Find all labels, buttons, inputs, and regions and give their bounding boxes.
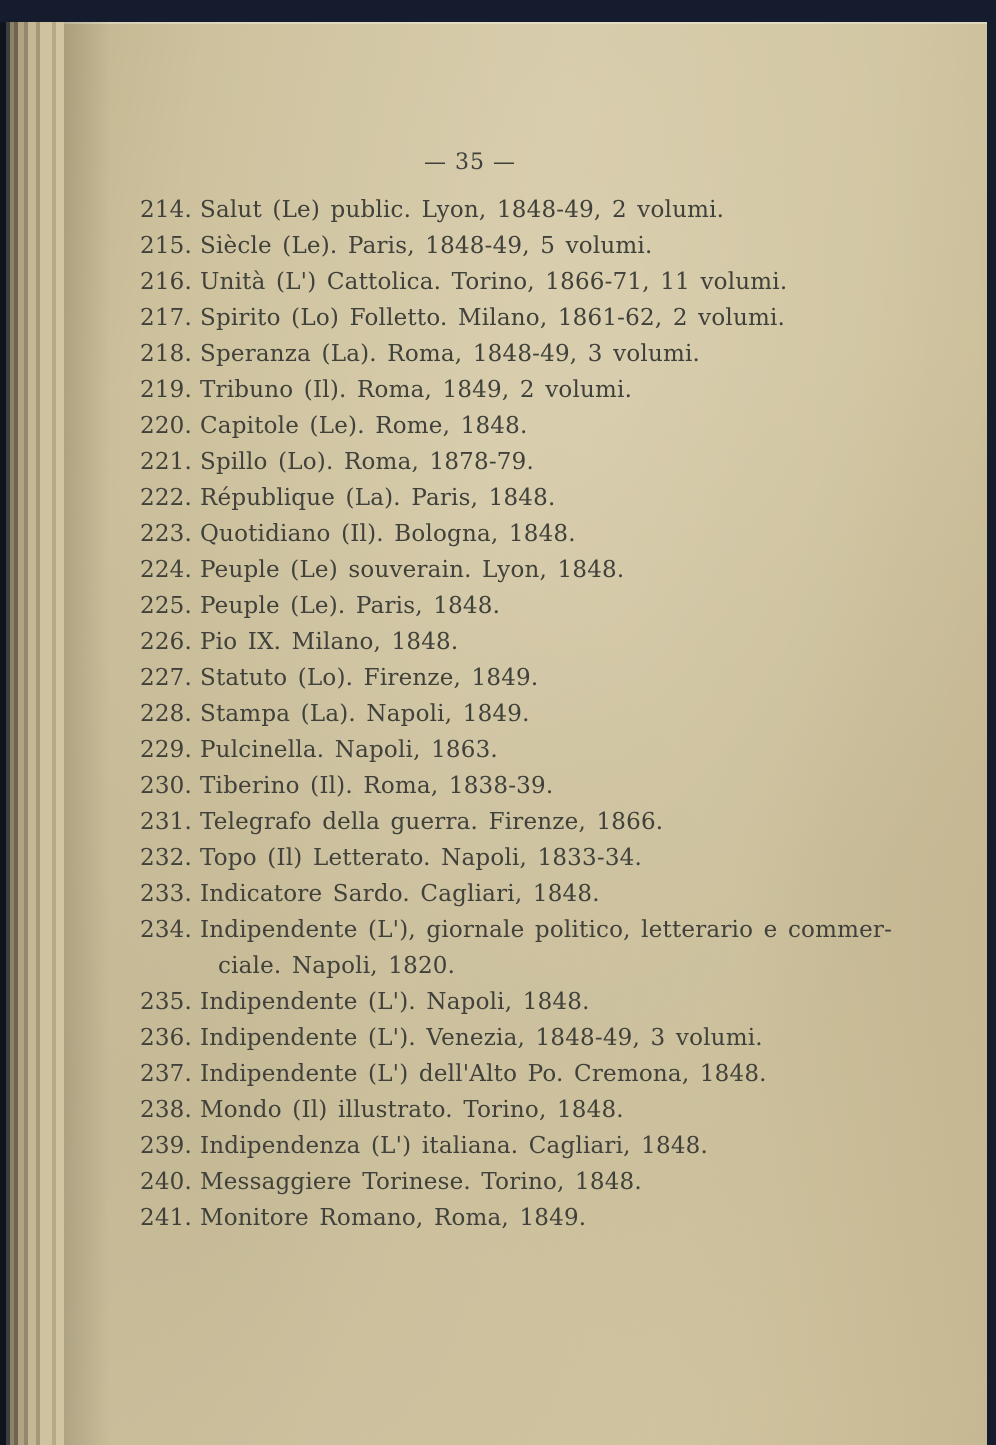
entry-text-line: Telegrafo della guerra. Firenze, 1866. — [200, 809, 664, 835]
list-item — [140, 1056, 880, 1092]
entry-text — [200, 660, 880, 696]
entry-text-line: République (La). Paris, 1848. — [200, 485, 556, 511]
entry-number: 240. — [140, 1169, 193, 1195]
entry-text — [200, 300, 880, 336]
entry-text-line: Salut (Le) public. Lyon, 1848-49, 2 volumi. — [200, 197, 725, 223]
entry-text — [200, 192, 880, 228]
entry-text-line: Capitole (Le). Rome, 1848. — [200, 413, 528, 439]
page-number: — 35 — — [424, 150, 516, 175]
entry-text-line: Spirito (Lo) Folletto. Milano, 1861-62, 2 volumi. — [200, 305, 786, 331]
entry-text-line: Indipendente (L'). Napoli, 1848. — [200, 989, 590, 1015]
list-item — [140, 588, 880, 624]
list-item — [140, 1092, 880, 1128]
entry-text — [200, 516, 880, 552]
list-item — [140, 840, 880, 876]
entry-text-line: Indipendente (L') dell'Alto Po. Cremona, 1848. — [200, 1061, 767, 1087]
entry-text — [200, 228, 880, 264]
entry-number: 214. — [140, 197, 193, 223]
entry-number: 241. — [140, 1205, 193, 1231]
entry-text-line: Stampa (La). Napoli, 1849. — [200, 701, 530, 727]
entry-number: 219. — [140, 377, 193, 403]
entry-number: 235. — [140, 989, 193, 1015]
entry-text-line: Pulcinella. Napoli, 1863. — [200, 737, 498, 763]
list-item — [140, 228, 880, 264]
entry-text — [200, 264, 880, 300]
list-item — [140, 876, 880, 912]
entry-text-line: Speranza (La). Roma, 1848-49, 3 volumi. — [200, 341, 701, 367]
entry-text — [200, 912, 892, 984]
entry-text-line: Spillo (Lo). Roma, 1878-79. — [200, 449, 534, 475]
entry-text — [200, 552, 880, 588]
entry-number: 227. — [140, 665, 193, 691]
entry-number: 220. — [140, 413, 193, 439]
entry-number: 238. — [140, 1097, 193, 1123]
entry-text — [200, 804, 880, 840]
entry-number: 221. — [140, 449, 193, 475]
entry-text — [200, 1200, 880, 1236]
entry-text-line: Tiberino (Il). Roma, 1838-39. — [200, 773, 554, 799]
list-item — [140, 912, 893, 984]
entry-text-line: Indicatore Sardo. Cagliari, 1848. — [200, 881, 600, 907]
entry-text-line: Monitore Romano, Roma, 1849. — [200, 1205, 587, 1231]
entry-text-line: Indipendente (L'). Venezia, 1848-49, 3 volumi. — [200, 1025, 763, 1051]
page-content — [30, 22, 987, 1236]
entry-number: 230. — [140, 773, 193, 799]
entry-number: 232. — [140, 845, 193, 871]
list-item — [140, 804, 880, 840]
entry-text-line: Topo (Il) Letterato. Napoli, 1833-34. — [200, 845, 643, 871]
entry-number: 223. — [140, 521, 193, 547]
entry-text-line: Indipendente (L'), giornale politico, letterario e commer- — [200, 917, 893, 943]
book-page-edges — [0, 22, 64, 1445]
entry-text — [200, 588, 880, 624]
entry-text — [200, 1164, 880, 1200]
entry-text — [200, 984, 880, 1020]
entry-text — [200, 1020, 880, 1056]
entry-text — [200, 840, 880, 876]
list-item — [140, 1164, 880, 1200]
entry-text-line: Mondo (Il) illustrato. Torino, 1848. — [200, 1097, 624, 1123]
list-item — [140, 408, 880, 444]
list-item — [140, 984, 880, 1020]
entry-text-line: Siècle (Le). Paris, 1848-49, 5 volumi. — [200, 233, 653, 259]
entry-number: 228. — [140, 701, 193, 727]
list-item — [140, 264, 880, 300]
list-item — [140, 1200, 880, 1236]
list-item — [140, 444, 880, 480]
entry-text-line: Indipendenza (L') italiana. Cagliari, 1848. — [200, 1133, 709, 1159]
entry-number: 217. — [140, 305, 193, 331]
entry-text — [200, 444, 880, 480]
binding-shadow — [64, 22, 110, 1445]
entry-list — [140, 192, 893, 1236]
entry-text — [200, 732, 880, 768]
list-item — [140, 516, 880, 552]
entry-text — [200, 1128, 880, 1164]
entry-text-line: Tribuno (Il). Roma, 1849, 2 volumi. — [200, 377, 633, 403]
list-item — [140, 768, 880, 804]
list-item — [140, 336, 880, 372]
entry-text — [200, 372, 880, 408]
scanned-page — [30, 22, 987, 1445]
list-item — [140, 300, 880, 336]
entry-number: 215. — [140, 233, 193, 259]
entry-text — [200, 1092, 880, 1128]
entry-number: 222. — [140, 485, 193, 511]
list-item — [140, 624, 880, 660]
list-item — [140, 480, 880, 516]
entry-number: 224. — [140, 557, 193, 583]
entry-text-line: Unità (L') Cattolica. Torino, 1866-71, 11 volumi. — [200, 269, 788, 295]
entry-text-line: Messaggiere Torinese. Torino, 1848. — [200, 1169, 642, 1195]
entry-number: 234. — [140, 917, 193, 943]
list-item — [140, 732, 880, 768]
entry-number: 216. — [140, 269, 193, 295]
entry-text-line: Peuple (Le). Paris, 1848. — [200, 593, 501, 619]
entry-text — [200, 768, 880, 804]
entry-number: 229. — [140, 737, 193, 763]
entry-number: 225. — [140, 593, 193, 619]
list-item — [140, 696, 880, 732]
entry-text-line: Quotidiano (Il). Bologna, 1848. — [200, 521, 576, 547]
entry-text-continuation: ciale. Napoli, 1820. — [218, 953, 456, 979]
entry-text — [200, 876, 880, 912]
list-item — [140, 372, 880, 408]
entry-number: 236. — [140, 1025, 193, 1051]
entry-text — [200, 696, 880, 732]
list-item — [140, 192, 880, 228]
entry-number: 231. — [140, 809, 193, 835]
entry-text-line: Statuto (Lo). Firenze, 1849. — [200, 665, 539, 691]
entry-number: 239. — [140, 1133, 193, 1159]
entry-number: 226. — [140, 629, 193, 655]
list-item — [140, 660, 880, 696]
list-item — [140, 552, 880, 588]
entry-text-line: Peuple (Le) souverain. Lyon, 1848. — [200, 557, 625, 583]
list-item — [140, 1020, 880, 1056]
entry-text — [200, 1056, 880, 1092]
entry-text-line: Pio IX. Milano, 1848. — [200, 629, 459, 655]
entry-number: 218. — [140, 341, 193, 367]
entry-text — [200, 480, 880, 516]
entry-text — [200, 408, 880, 444]
entry-text — [200, 336, 880, 372]
entry-number: 233. — [140, 881, 193, 907]
list-item — [140, 1128, 880, 1164]
entry-text — [200, 624, 880, 660]
entry-number: 237. — [140, 1061, 193, 1087]
